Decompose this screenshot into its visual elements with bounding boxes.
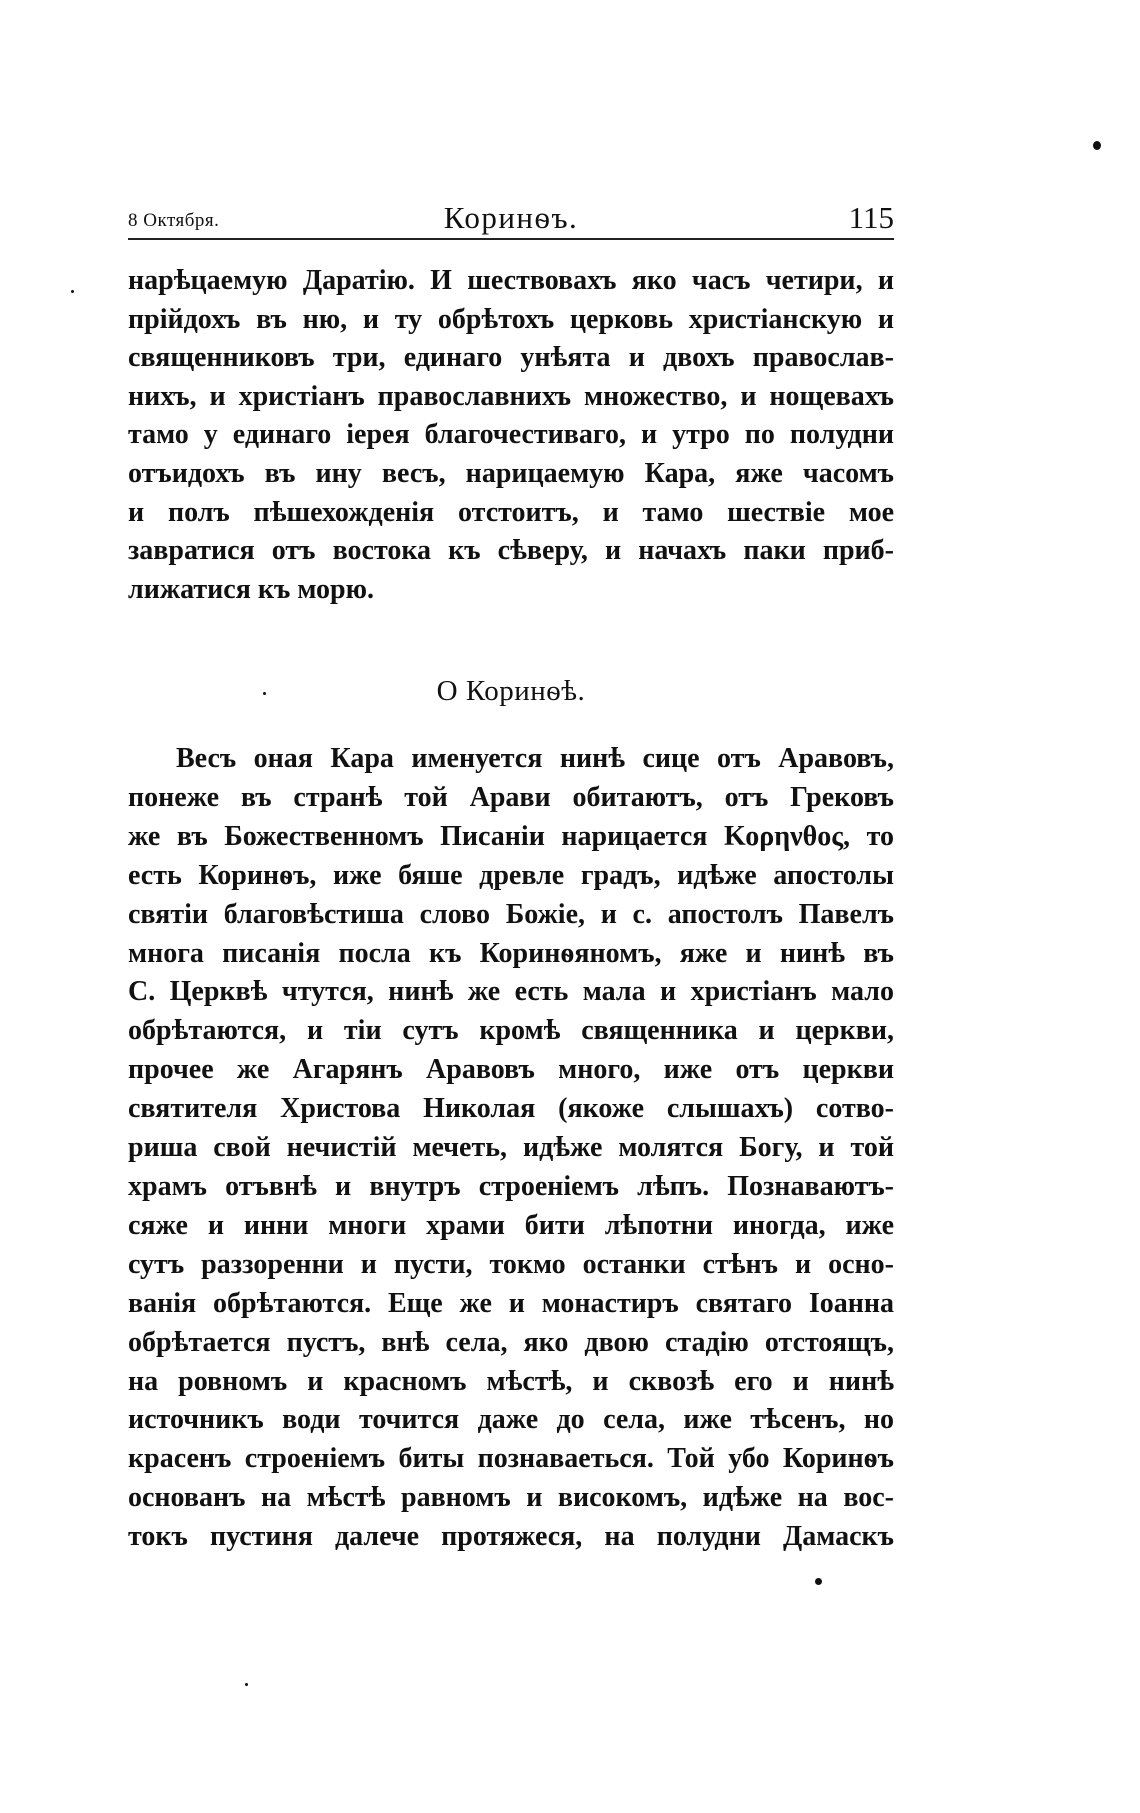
text-line: ванія обрѣтаются. Еще же и монастиръ святаго Іоанна [128, 1287, 894, 1319]
text-line: риша свой нечистій мечеть, идѣже молятся Богу, и той [128, 1132, 894, 1164]
text-line: токъ пустиня далече протяжеся, на полудни Дамаскъ [128, 1521, 894, 1553]
text-line: С. Церквѣ чтутся, нинѣ же есть мала и христіанъ мало [128, 976, 894, 1008]
scan-speck [1093, 141, 1101, 150]
text-line: источникъ води точится даже до села, иже тѣсенъ, но [128, 1404, 894, 1436]
header-rule [128, 238, 894, 240]
running-header [128, 194, 894, 238]
text-line: святіи благовѣстиша слово Божіе, и с. апостолъ Павелъ [128, 898, 894, 930]
scan-speck [71, 290, 74, 293]
scan-speck [245, 1683, 248, 1686]
text-line: и полъ пѣшехожденія отстоитъ, и тамо шествіе мое [128, 496, 894, 528]
text-line: есть Коринѳъ, иже бяше древле градъ, идѣже апостолы [128, 859, 894, 891]
scan-speck [815, 1578, 822, 1585]
text-line: сутъ раззоренни и пусти, токмо останки стѣнъ и осно- [128, 1248, 894, 1280]
text-line: лижатися къ морю. [128, 573, 375, 605]
text-line: многа писанія посла къ Коринѳяномъ, яже и нинѣ въ [128, 937, 894, 969]
text-line: понеже въ странѣ той Арави обитаютъ, отъ Грековъ [128, 781, 894, 813]
text-line: нарѣцаемую Даратію. И шествовахъ яко часъ четири, и [128, 265, 894, 296]
text-line: прочее же Агарянъ Аравовъ много, иже отъ церкви [128, 1054, 894, 1086]
text-line: на ровномъ и красномъ мѣстѣ, и сквозѣ его и нинѣ [128, 1365, 894, 1397]
paragraph-continued [128, 262, 894, 609]
text-line: завратися отъ востока къ сѣверу, и начахъ паки приб- [128, 535, 894, 567]
text-line: же въ Божественномъ Писаніи нарицается Κορηνθος, то [128, 820, 894, 852]
text-line: основанъ на мѣстѣ равномъ и високомъ, идѣже на вос- [128, 1482, 894, 1514]
text-line: нихъ, и христіанъ православнихъ множество, и нощевахъ [128, 380, 894, 412]
header-title: Коринѳъ. [443, 200, 579, 235]
section-heading: О Коринѳѣ. [436, 675, 586, 707]
text-line: отъидохъ въ ину весъ, нарицаемую Кара, яже часомъ [128, 457, 894, 489]
header-date: 8 Октября. [128, 210, 220, 231]
text-line: тамо у единаго іерея благочестиваго, и утро по полудни [128, 419, 894, 451]
text-line: Весъ оная Кара именуется нинѣ сице отъ Аравовъ, [176, 743, 894, 774]
paragraph-korinth [128, 740, 894, 1557]
text-line: сяже и инни многи храми бити лѣпотни иногда, иже [128, 1209, 894, 1241]
text-line: обрѣтаются, и тіи сутъ кромѣ священника и церкви, [128, 1015, 894, 1047]
text-line: святителя Христова Николая (якоже слышахъ) сотво- [128, 1093, 894, 1125]
text-line: обрѣтается пустъ, внѣ села, яко двою стадію отстоящъ, [128, 1326, 894, 1358]
page-number: 115 [848, 200, 894, 235]
text-line: священниковъ три, единаго унѣята и двохъ православ- [128, 342, 894, 374]
text-line: прійдохъ въ ню, и ту обрѣтохъ церковь христіанскую и [128, 303, 894, 335]
text-line: красенъ строеніемъ биты познаваеться. Той убо Коринѳъ [128, 1443, 894, 1475]
text-line: храмъ отъвнѣ и внутръ строеніемъ лѣпъ. Познаваютъ- [128, 1170, 894, 1202]
scan-speck [263, 692, 266, 695]
